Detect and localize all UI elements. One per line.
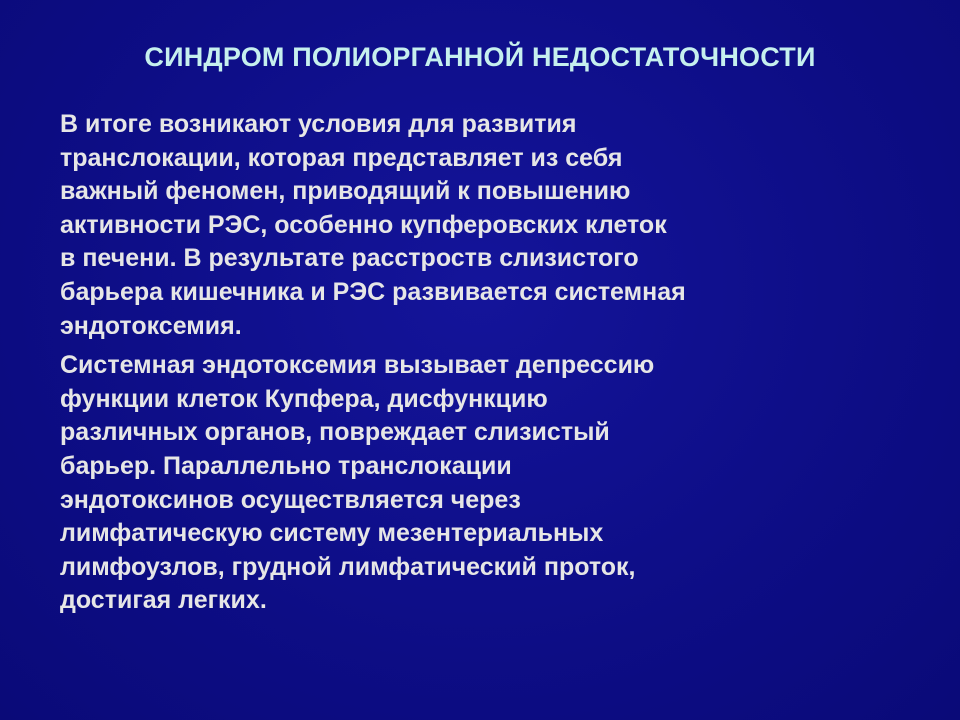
paragraph-line: важный феномен, приводящий к повышению bbox=[60, 177, 631, 206]
slide-title: СИНДРОМ ПОЛИОРГАННОЙ НЕДОСТАТОЧНОСТИ bbox=[144, 42, 816, 72]
paragraph-line: В итоге возникают условия для развития bbox=[60, 110, 577, 138]
paragraph-line: достигая легких. bbox=[60, 586, 267, 615]
paragraph-line: барьер. Параллельно транслокации bbox=[60, 451, 512, 480]
paragraph-line: эндотоксемия. bbox=[60, 311, 242, 340]
paragraph-line: лимфоузлов, грудной лимфатический проток, bbox=[60, 552, 636, 581]
paragraph-line: активности РЭС, особенно купферовских клеток bbox=[60, 210, 667, 239]
paragraph-line: Системная эндотоксемия вызывает депрессию bbox=[60, 351, 655, 380]
paragraph-line: в печени. В результате расстроств слизистого bbox=[60, 244, 639, 273]
paragraph-1 bbox=[60, 108, 920, 343]
paragraph-line: функции клеток Купфера, дисфункцию bbox=[60, 384, 548, 413]
paragraph-line: эндотоксинов осуществляется через bbox=[60, 485, 521, 514]
paragraph-line: различных органов, повреждает слизистый bbox=[60, 418, 610, 447]
paragraph-line: барьера кишечника и РЭС развивается системная bbox=[60, 277, 686, 306]
paragraph-2 bbox=[60, 349, 920, 618]
paragraph-line: лимфатическую систему мезентериальных bbox=[60, 519, 604, 548]
paragraph-line: транслокации, которая представляет из себя bbox=[60, 143, 623, 172]
slide-body bbox=[60, 108, 920, 624]
